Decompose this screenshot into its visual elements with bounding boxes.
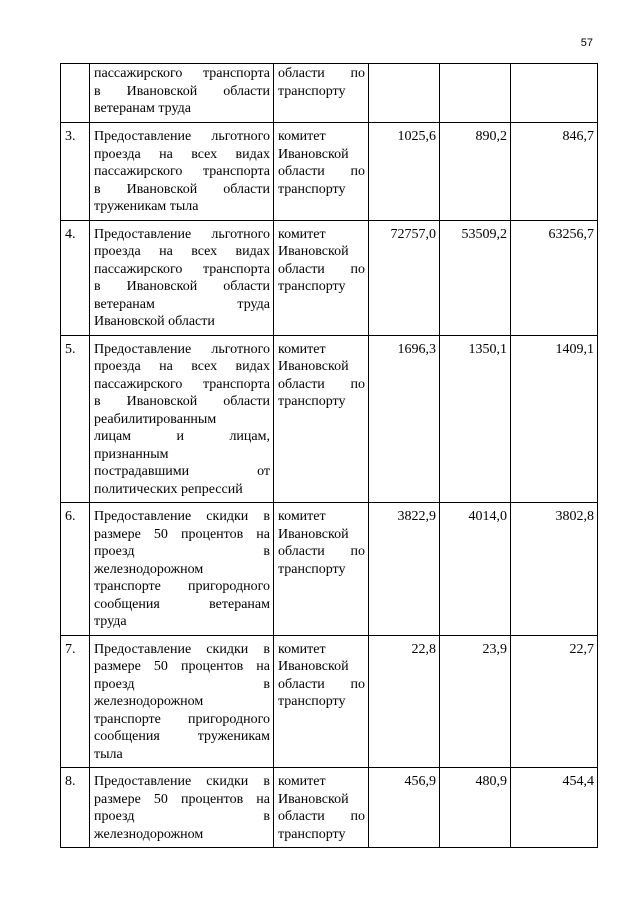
executor-line: области по: [278, 809, 365, 824]
measure-name-line: тыла: [94, 746, 123, 762]
executor-line: комитет: [278, 509, 326, 524]
measure-name-line: в Ивановской области: [94, 83, 270, 99]
table-row: [61, 220, 598, 335]
measure-name-line: пассажирского транспорта: [94, 66, 270, 81]
row-number: 8.: [61, 768, 90, 848]
amount-cell-year-1: [369, 64, 440, 123]
measure-name-line: транспорте пригородного: [94, 711, 270, 727]
measure-name-line: Предоставление скидки в: [94, 509, 270, 524]
measure-name-line: пострадавшими от: [94, 464, 270, 479]
measure-name-line: ветеранам труда: [94, 296, 270, 312]
amount-cell-year-3: 454,4: [511, 768, 598, 848]
measure-name-line: Предоставление льготного: [94, 341, 270, 357]
executor-cell: [274, 123, 369, 221]
amount-cell-year-3: 1409,1: [511, 335, 598, 503]
measure-name-cell: [90, 220, 274, 335]
executor-line: Ивановской: [278, 244, 349, 259]
amount-cell-year-1: 3822,9: [369, 503, 440, 636]
measure-name-line: размере 50 процентов на: [94, 526, 270, 542]
measure-name-cell: [90, 503, 274, 636]
executor-line: транспорту: [278, 83, 346, 99]
amount-cell-year-3: 846,7: [511, 123, 598, 221]
amount-cell-year-3: 63256,7: [511, 220, 598, 335]
executor-line: области по: [278, 544, 365, 559]
table-row: [61, 335, 598, 503]
amount-cell-year-1: 22,8: [369, 635, 440, 768]
amount-cell-year-2: 890,2: [440, 123, 511, 221]
executor-line: Ивановской: [278, 659, 349, 674]
executor-cell: [274, 768, 369, 848]
measure-name-cell: [90, 768, 274, 848]
measure-name-line: Предоставление скидки в: [94, 641, 270, 657]
measure-name-line: труда: [94, 614, 127, 629]
measure-name-line: железнодорожном: [94, 694, 204, 709]
row-number: 7.: [61, 635, 90, 768]
executor-line: комитет: [278, 341, 326, 357]
row-number: 6.: [61, 503, 90, 636]
measure-name-line: проезд в: [94, 809, 270, 824]
measure-name-line: проезд в: [94, 544, 270, 559]
executor-line: области по: [278, 676, 365, 692]
measure-name-line: размере 50 процентов на: [94, 791, 270, 807]
measure-name-line: железнодорожном: [94, 561, 204, 577]
budget-table: [60, 63, 598, 848]
measure-name-line: проезда на всех видах: [94, 146, 270, 162]
measure-name-cell: [90, 123, 274, 221]
measure-name-line: сообщения труженикам: [94, 729, 270, 744]
measure-name-line: транспорте пригородного: [94, 579, 270, 594]
measure-name-cell: [90, 335, 274, 503]
measure-name-line: Предоставление скидки в: [94, 774, 270, 789]
amount-cell-year-1: 456,9: [369, 768, 440, 848]
amount-cell-year-2: 1350,1: [440, 335, 511, 503]
measure-name-line: признанным: [94, 446, 169, 462]
executor-line: комитет: [278, 129, 326, 144]
measure-name-line: в Ивановской области: [94, 394, 270, 409]
measure-name-line: проезда на всех видах: [94, 359, 270, 374]
measure-name-line: пассажирского транспорта: [94, 164, 270, 179]
measure-name-line: железнодорожном: [94, 826, 204, 842]
executor-cell: [274, 635, 369, 768]
amount-cell-year-2: 480,9: [440, 768, 511, 848]
executor-line: транспорту: [278, 394, 346, 409]
amount-cell-year-3: [511, 64, 598, 123]
measure-name-line: в Ивановской области: [94, 279, 270, 294]
executor-line: Ивановской: [278, 359, 349, 374]
measure-name-line: ветеранам труда: [94, 101, 191, 116]
table-body: [61, 64, 598, 848]
amount-cell-year-2: 53509,2: [440, 220, 511, 335]
executor-line: транспорту: [278, 279, 346, 294]
measure-name-cell: [90, 635, 274, 768]
measure-name-line: труженикам тыла: [94, 199, 199, 214]
measure-name-line: Ивановской области: [94, 314, 215, 329]
measure-name-cell: [90, 64, 274, 123]
row-number: 4.: [61, 220, 90, 335]
table-row: [61, 123, 598, 221]
executor-line: транспорту: [278, 181, 346, 197]
amount-cell-year-1: 1696,3: [369, 335, 440, 503]
amount-cell-year-2: [440, 64, 511, 123]
row-number: 5.: [61, 335, 90, 503]
measure-name-line: пассажирского транспорта: [94, 376, 270, 392]
table-row: [61, 635, 598, 768]
executor-cell: [274, 64, 369, 123]
page-number: 57: [580, 37, 593, 49]
row-number: [61, 64, 90, 123]
measure-name-line: размере 50 процентов на: [94, 659, 270, 674]
executor-line: области по: [278, 164, 365, 179]
measure-name-line: проезд в: [94, 676, 270, 692]
executor-line: Ивановской: [278, 791, 349, 807]
executor-line: области по: [278, 376, 365, 392]
executor-line: области по: [278, 261, 365, 277]
measure-name-line: Предоставление льготного: [94, 226, 270, 242]
executor-cell: [274, 335, 369, 503]
measure-name-line: политических репрессий: [94, 481, 243, 497]
measure-name-line: лицам и лицам,: [94, 429, 270, 444]
measure-name-line: проезда на всех видах: [94, 244, 270, 259]
table-row: [61, 64, 598, 123]
executor-line: транспорту: [278, 561, 346, 577]
amount-cell-year-1: 72757,0: [369, 220, 440, 335]
table-row: [61, 768, 598, 848]
executor-line: Ивановской: [278, 526, 349, 542]
amount-cell-year-3: 3802,8: [511, 503, 598, 636]
executor-line: области по: [278, 66, 365, 81]
measure-name-line: реабилитированным: [94, 411, 217, 427]
executor-cell: [274, 503, 369, 636]
amount-cell-year-2: 23,9: [440, 635, 511, 768]
row-number: 3.: [61, 123, 90, 221]
measure-name-line: сообщения ветеранам: [94, 596, 270, 612]
amount-cell-year-3: 22,7: [511, 635, 598, 768]
amount-cell-year-2: 4014,0: [440, 503, 511, 636]
measure-name-line: Предоставление льготного: [94, 129, 270, 144]
measure-name-line: пассажирского транспорта: [94, 261, 270, 277]
executor-line: Ивановской: [278, 146, 349, 162]
table-row: [61, 503, 598, 636]
executor-line: комитет: [278, 641, 326, 657]
amount-cell-year-1: 1025,6: [369, 123, 440, 221]
executor-cell: [274, 220, 369, 335]
executor-line: комитет: [278, 774, 326, 789]
executor-line: транспорту: [278, 826, 346, 842]
executor-line: транспорту: [278, 694, 346, 709]
measure-name-line: в Ивановской области: [94, 181, 270, 197]
executor-line: комитет: [278, 226, 326, 242]
